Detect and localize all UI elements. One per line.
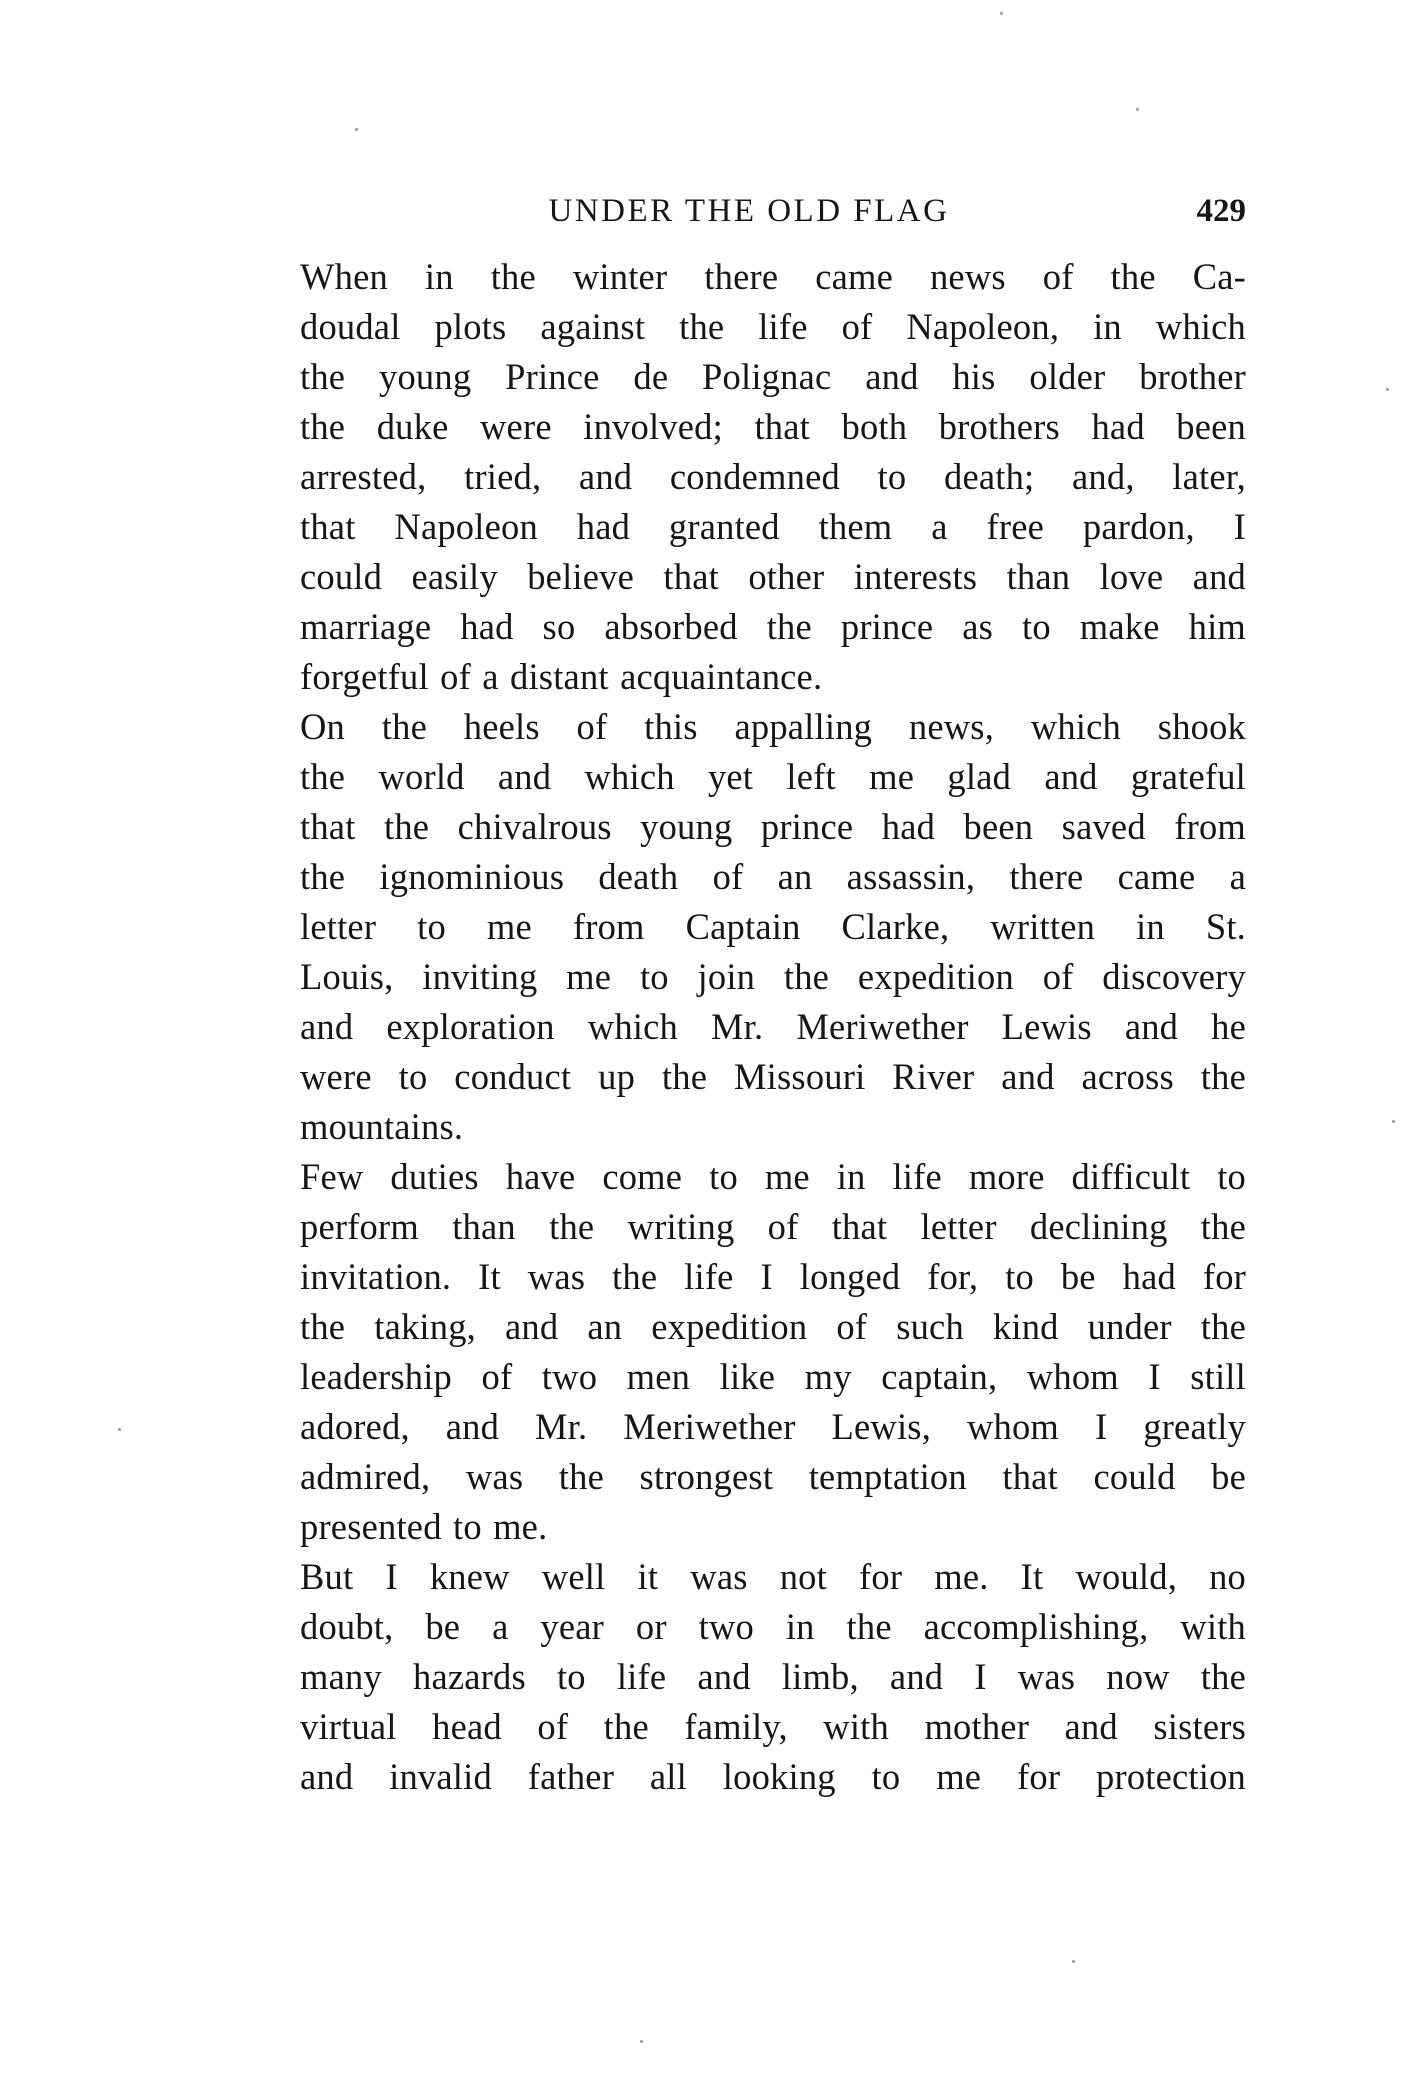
text-line: the young Prince de Polignac and his older brother — [300, 356, 1246, 397]
running-title: UNDER THE OLD FLAG — [548, 193, 950, 229]
scan-speck — [1072, 1960, 1075, 1963]
text-line: mountains. — [300, 1106, 464, 1147]
text-line: the duke were involved; that both brothers had been — [300, 406, 1246, 447]
text-line: forgetful of a distant acquaintance. — [300, 656, 823, 697]
text-line: arrested, tried, and condemned to death; and, later, — [300, 456, 1246, 497]
scan-speck — [118, 1428, 121, 1431]
text-line: many hazards to life and limb, and I was now the — [300, 1656, 1246, 1697]
text-line: virtual head of the family, with mother and sisters — [300, 1706, 1246, 1747]
running-head — [252, 188, 1246, 234]
text-line: admired, was the strongest temptation that could be — [300, 1456, 1246, 1497]
text-line: the taking, and an expedition of such kind under the — [300, 1306, 1246, 1347]
paragraph-2 — [252, 702, 1246, 1152]
text-line: were to conduct up the Missouri River and across the — [300, 1056, 1246, 1097]
scan-speck — [1000, 12, 1003, 15]
text-line: letter to me from Captain Clarke, written in St. — [300, 906, 1246, 947]
text-line: Few duties have come to me in life more difficult to — [300, 1156, 1246, 1197]
scan-speck — [1392, 1120, 1395, 1123]
text-line: doudal plots against the life of Napoleon, in which — [300, 306, 1246, 347]
text-line: adored, and Mr. Meriwether Lewis, whom I greatly — [300, 1406, 1246, 1447]
text-line: and invalid father all looking to me for protection — [300, 1756, 1246, 1797]
text-line: Louis, inviting me to join the expedition of discovery — [300, 956, 1246, 997]
text-line: could easily believe that other interests than love and — [300, 556, 1246, 597]
page-number: 429 — [1196, 193, 1246, 229]
text-line: and exploration which Mr. Meriwether Lewis and he — [300, 1006, 1246, 1047]
text-line: On the heels of this appalling news, which shook — [300, 706, 1246, 747]
text-line: leadership of two men like my captain, whom I still — [300, 1356, 1246, 1397]
paragraph-1 — [252, 252, 1246, 702]
scan-speck — [355, 128, 358, 131]
text-line: that the chivalrous young prince had been saved from — [300, 806, 1246, 847]
scan-speck — [1386, 388, 1389, 391]
text-line: perform than the writing of that letter declining the — [300, 1206, 1246, 1247]
text-line: presented to me. — [300, 1506, 548, 1547]
text-line: that Napoleon had granted them a free pardon, I — [300, 506, 1246, 547]
text-line: the ignominious death of an assassin, there came a — [300, 856, 1246, 897]
scan-speck — [640, 2040, 643, 2043]
text-line: doubt, be a year or two in the accomplishing, with — [300, 1606, 1246, 1647]
text-line: But I knew well it was not for me. It would, no — [300, 1556, 1246, 1597]
paragraph-3 — [252, 1152, 1246, 1552]
text-line: When in the winter there came news of the Ca- — [300, 256, 1246, 297]
scan-speck — [1136, 108, 1139, 111]
text-body — [252, 252, 1246, 1802]
text-line: invitation. It was the life I longed for, to be had for — [300, 1256, 1246, 1297]
text-line: marriage had so absorbed the prince as to make him — [300, 606, 1246, 647]
text-line: the world and which yet left me glad and grateful — [300, 756, 1246, 797]
paragraph-4 — [252, 1552, 1246, 1802]
